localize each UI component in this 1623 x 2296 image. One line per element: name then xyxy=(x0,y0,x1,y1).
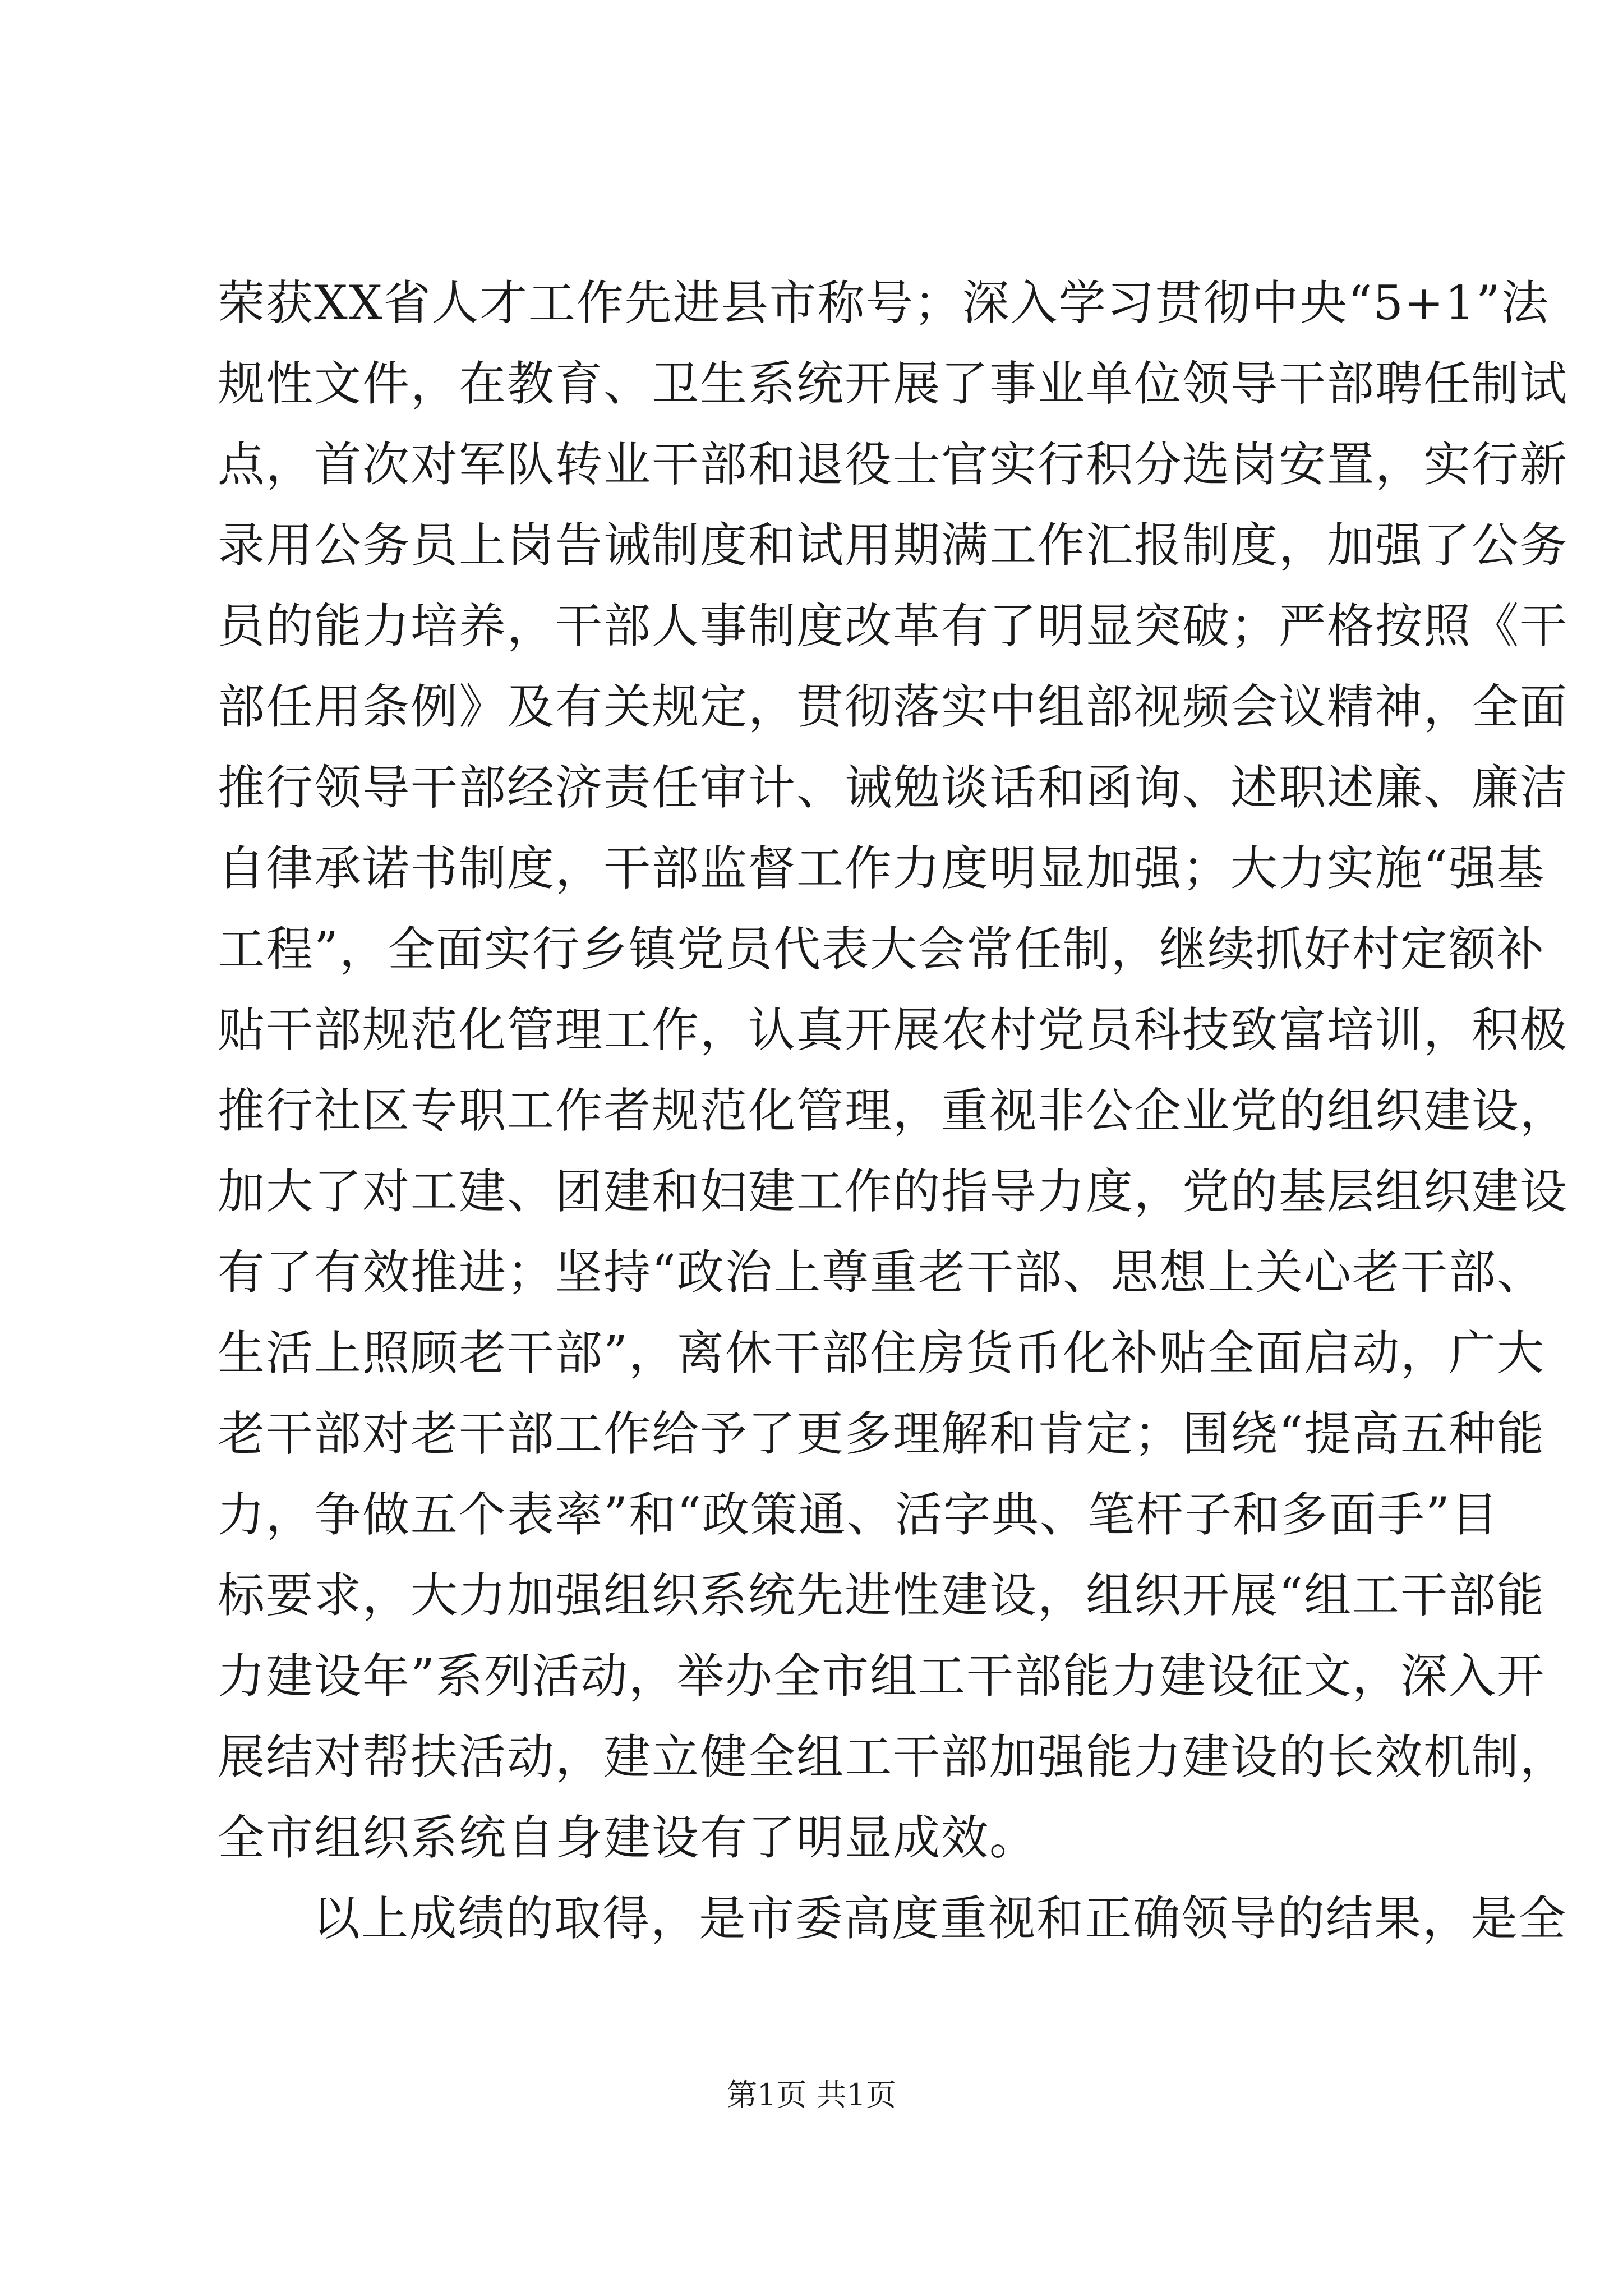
text-line: 点，首次对军队转业干部和退役士官实行积分选岗安置，实行新 xyxy=(218,437,1569,492)
text-line: 老干部对老干部工作给予了更多理解和肯定；围绕“提高五种能 xyxy=(218,1406,1545,1461)
text-line: 推行社区专职工作者规范化管理，重视非公企业党的组织建设， xyxy=(218,1083,1569,1138)
text-line: 录用公务员上岗告诫制度和试用期满工作汇报制度，加强了公务 xyxy=(218,518,1569,573)
text-line: 有了有效推进；坚持“政治上尊重老干部、思想上关心老干部、 xyxy=(218,1245,1545,1300)
text-line: 部任用条例》及有关规定，贯彻落实中组部视频会议精神，全面 xyxy=(218,679,1569,734)
page-number-footer: 第1页 共1页 xyxy=(727,2077,896,2113)
document-body xyxy=(218,263,1569,1959)
text-line: 力，争做五个表率”和“政策通、活字典、笔杆子和多面手”目 xyxy=(218,1487,1499,1542)
text-line: 自律承诺书制度，干部监督工作力度明显加强；大力实施“强基 xyxy=(218,841,1545,896)
text-line: 力建设年”系列活动，举办全市组工干部能力建设征文，深入开 xyxy=(218,1649,1545,1704)
text-line: 全市组织系统自身建设有了明显成效。 xyxy=(218,1810,1038,1865)
text-line: 生活上照顾老干部”，离休干部住房货币化补贴全面启动，广大 xyxy=(218,1326,1545,1381)
text-line: 标要求，大力加强组织系统先进性建设，组织开展“组工干部能 xyxy=(218,1568,1545,1623)
paragraph-start-line: 以上成绩的取得，是市委高度重视和正确领导的结果，是全 xyxy=(313,1891,1567,1946)
text-line: 贴干部规范化管理工作，认真开展农村党员科技致富培训，积极 xyxy=(218,1002,1569,1057)
text-line: 展结对帮扶活动，建立健全组工干部加强能力建设的长效机制， xyxy=(218,1729,1569,1784)
text-line: 加大了对工建、团建和妇建工作的指导力度，党的基层组织建设 xyxy=(218,1164,1569,1219)
text-line: 员的能力培养，干部人事制度改革有了明显突破；严格按照《干 xyxy=(218,599,1569,654)
text-line: 工程”，全面实行乡镇党员代表大会常任制，继续抓好村定额补 xyxy=(218,922,1545,977)
text-line: 推行领导干部经济责任审计、诫勉谈话和函询、述职述廉、廉洁 xyxy=(218,760,1569,815)
text-line: 规性文件，在教育、卫生系统开展了事业单位领导干部聘任制试 xyxy=(218,356,1569,411)
text-line: 荣获XX省人才工作先进县市称号；深入学习贯彻中央“5+1”法 xyxy=(218,275,1550,330)
